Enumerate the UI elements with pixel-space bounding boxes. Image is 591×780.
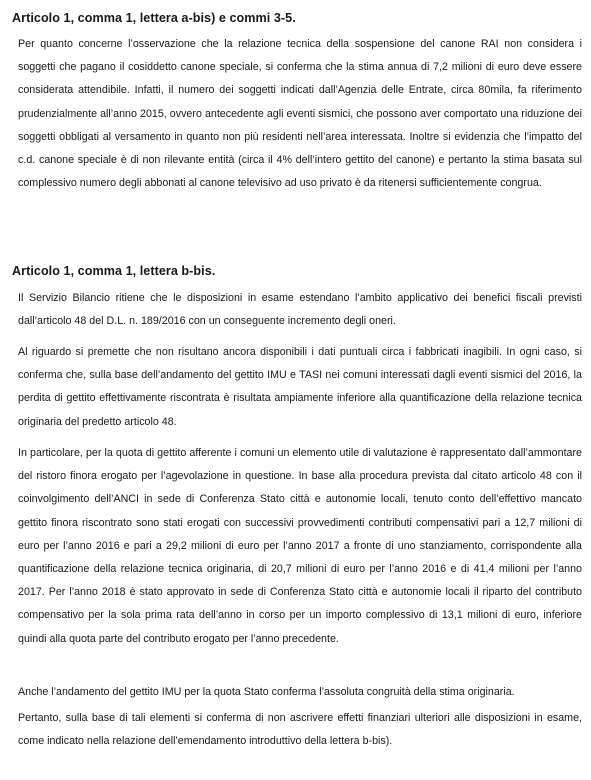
paragraph-gettito-imu-stato: Anche l’andamento del gettito IMU per la quota Stato conferma l’assoluta congruità della stima originaria. <box>18 686 515 698</box>
paragraph-ristoro-comuni: In particolare, per la quota di gettito afferente i comuni un elemento utile di valutazione è rappresentato dall’ammontare del ristoro finora erogato per l’agevolazione in questione. In base alla procedura prevista dal citato articolo 48 con il coinvolgimento dell’ANCI in sede di Conferenza Stato città e autonomie locali, tenuto conto dell’effettivo mancato gettito finora riscontrato sono stati erogati con successivi provvedimenti contributi compensativi pari a 12,7 milioni di euro per l’anno 2016 e pari a 29,2 milioni di euro per l’anno 2017 a fronte di uno stanziamento, corrispondente alla quantificazione della relazione tecnica originaria, di 20,7 milioni di euro per l’anno 2016 e di 41,4 milioni per l’anno 2017. Per l’anno 2018 è stato approvato in sede di Conferenza Stato città e autonomie locali il riparto del contributo compensativo per la sola prima rata dell’anno in corso per un importo complessivo di 13,1 milioni di euro, inferiore quindi alla quota parte del contributo erogato per l’anno precedente. <box>18 447 582 645</box>
paragraph-servizio-bilancio: Il Servizio Bilancio ritiene che le disposizioni in esame estendano l’ambito applicativo dei benefici fiscali previsti dall’articolo 48 del D.L. n. 189/2016 con un conseguente incremento degli oneri. <box>18 292 582 328</box>
section-heading-article-1-a-bis: Articolo 1, comma 1, lettera a-bis) e commi 3-5. <box>12 11 296 25</box>
paragraph-canone-rai: Per quanto concerne l’osservazione che la relazione tecnica della sospensione del canone RAI non considera i soggetti che pagano il cosiddetto canone speciale, si conferma che la stima annua di 7,2 milioni di euro deve essere considerata attendibile. Infatti, il numero dei soggetti indicati dall’Agenzia delle Entrate, circa 80mila, fa riferimento prudenzialmente all’anno 2015, ovvero antecedente agli eventi sismici, che possono aver comportato una riduzione dei soggetti obbligati al versamento in quanto non più residenti nell’area interessata. Inoltre si evidenzia che l’impatto del c.d. canone speciale è di non rilevante entità (circa il 4% dell’intero gettito del canone) e pertanto la stima basata sul complessivo numero degli abbonati al canone televisivo ad uso privato è da ritenersi sufficientemente congrua. <box>18 38 582 190</box>
section-heading-article-1-b-bis: Articolo 1, comma 1, lettera b-bis. <box>12 264 216 278</box>
paragraph-dati-fabbricati: Al riguardo si premette che non risultano ancora disponibili i dati puntuali circa i fabbricati inagibili. In ogni caso, si conferma che, sulla base dell’andamento del gettito IMU e TASI nei comuni interessati dagli eventi sismici del 2016, la perdita di gettito effettivamente riscontrata è risultata ampiamente inferiore alla quantificazione della relazione tecnica originaria del predetto articolo 48. <box>18 346 582 428</box>
paragraph-conclusione: Pertanto, sulla base di tali elementi si conferma di non ascrivere effetti finanziari ulteriori alle disposizioni in esame, come indicato nella relazione dell’emendamento introduttivo della lettera b-bis). <box>18 712 582 748</box>
